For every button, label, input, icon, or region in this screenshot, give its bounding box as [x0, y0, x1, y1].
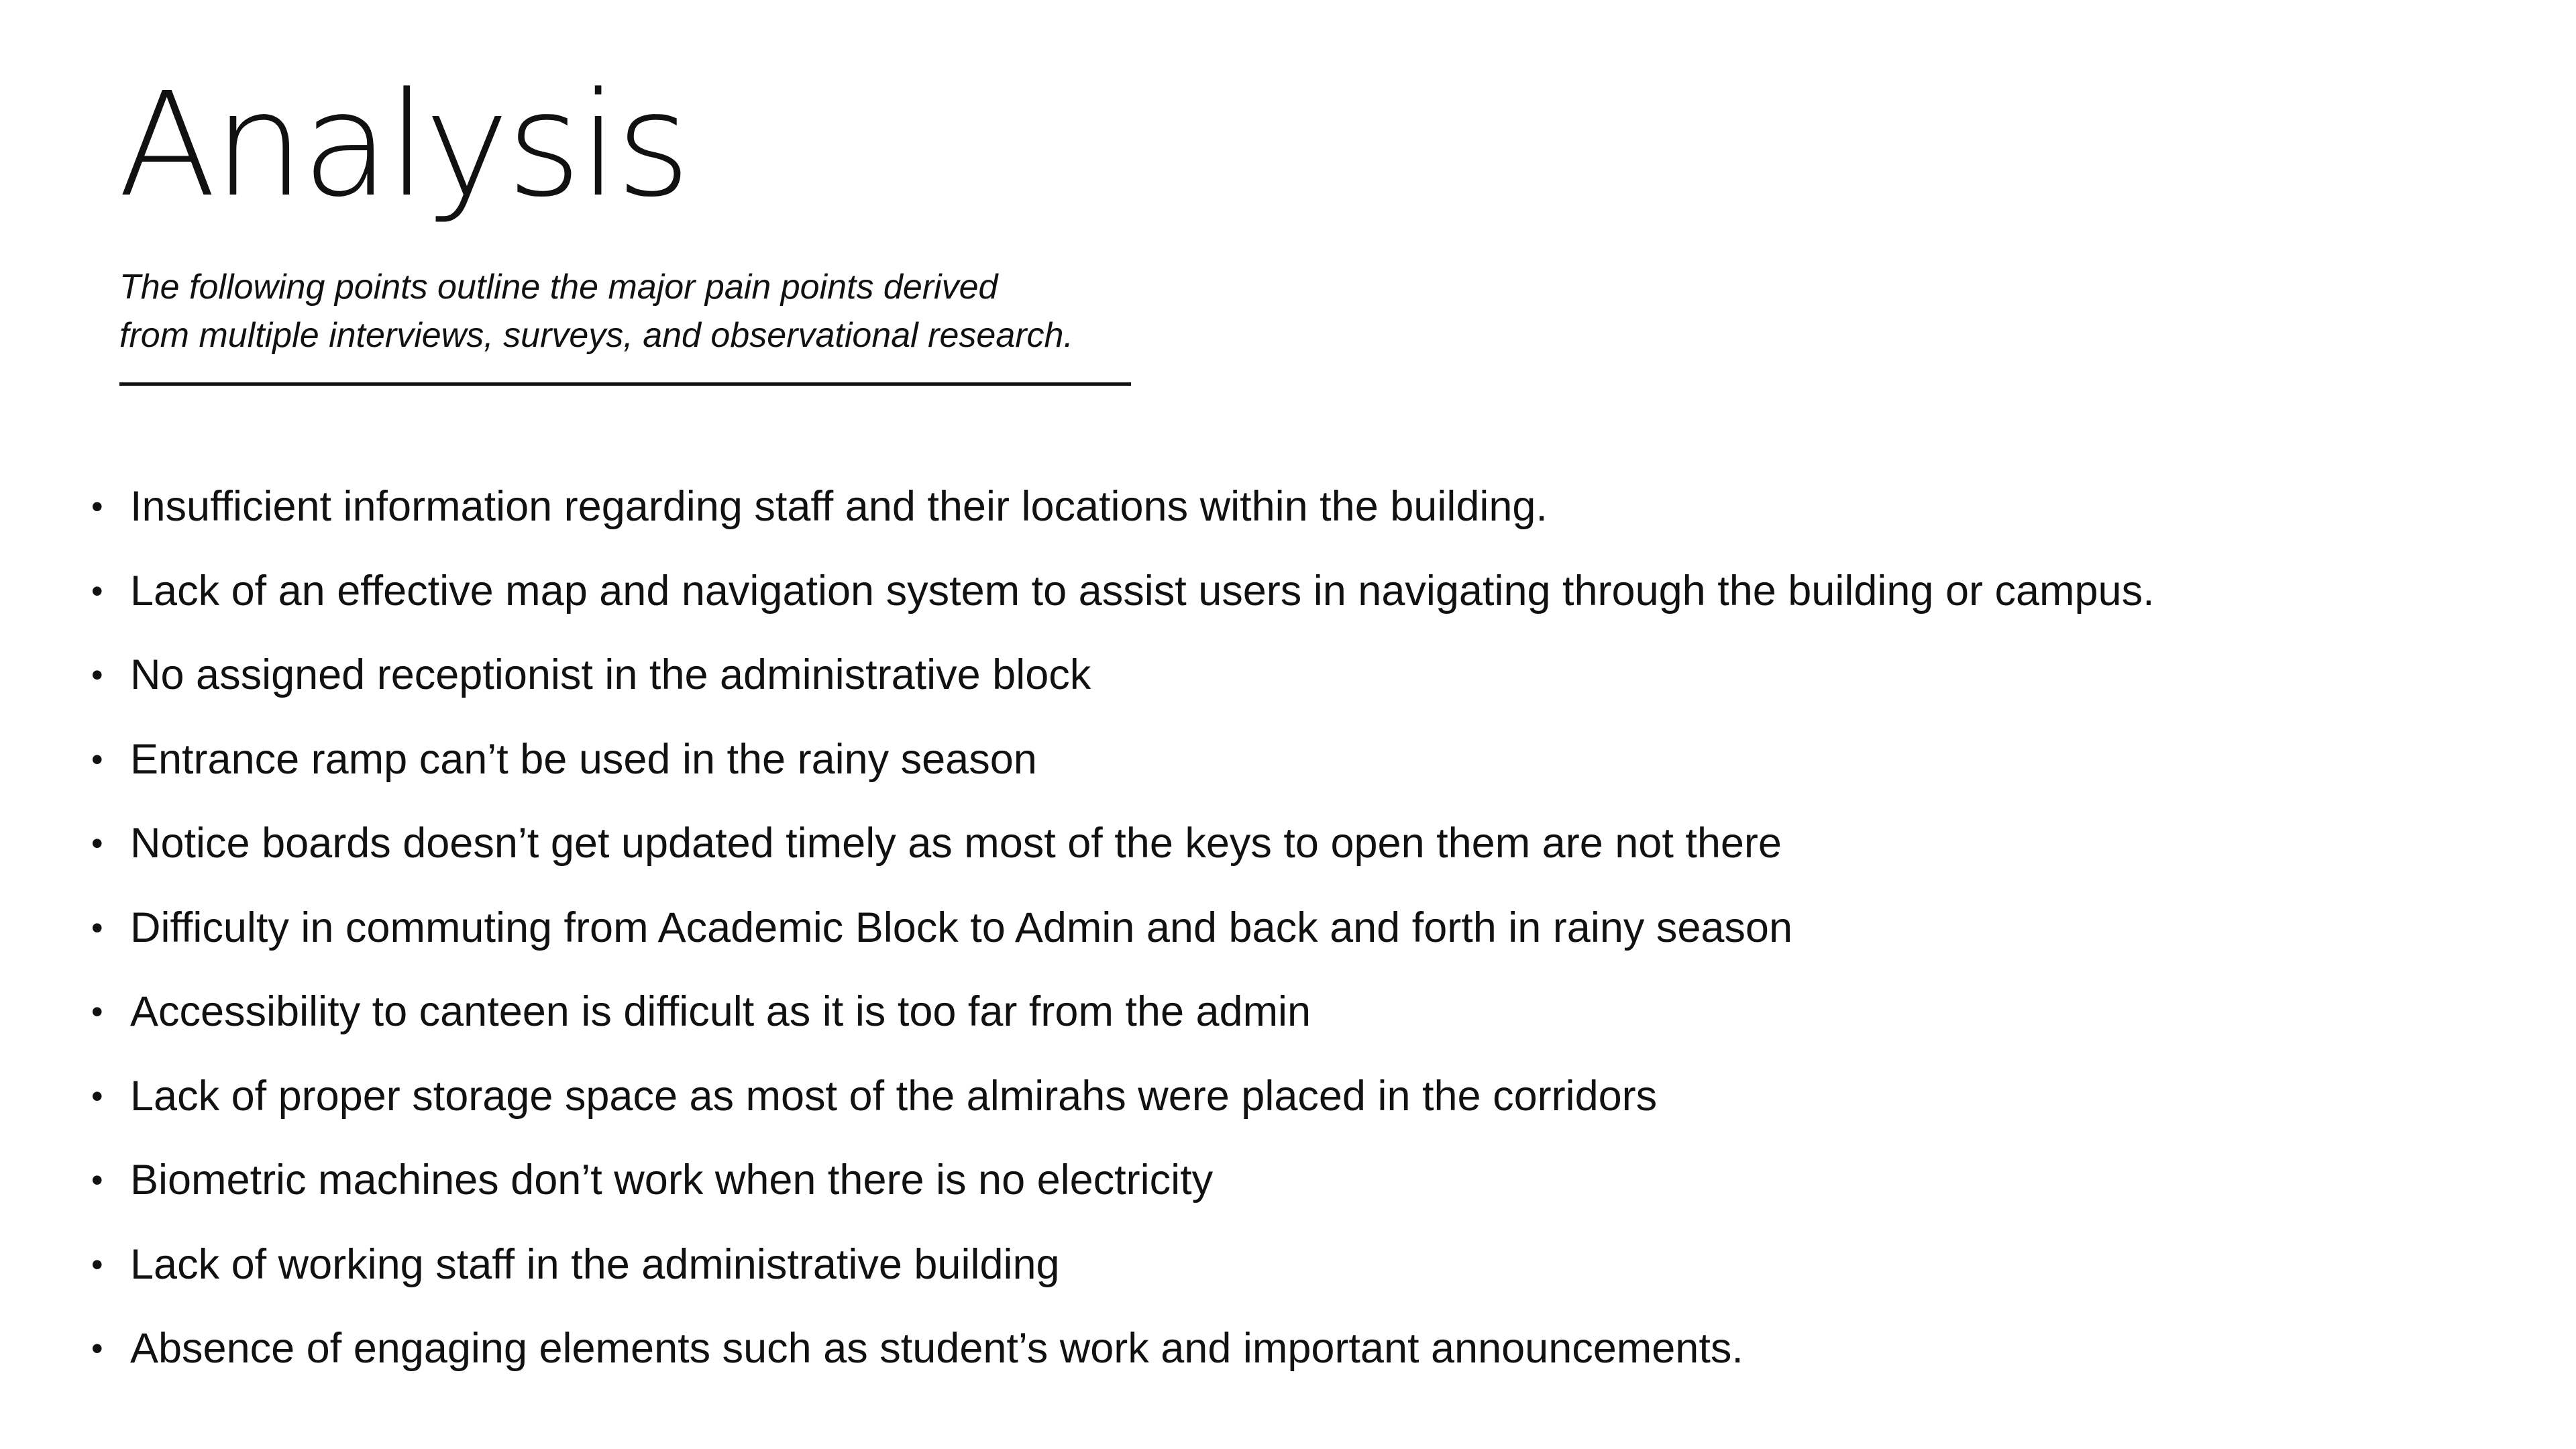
- list-item: [86, 641, 2155, 726]
- bullet-icon: •: [91, 993, 103, 1030]
- bullet-icon: •: [91, 1077, 103, 1115]
- bullet-icon: •: [91, 908, 103, 947]
- subtitle-line: The following points outline the major pain points derived: [119, 268, 998, 307]
- slide-subtitle: [119, 263, 1166, 360]
- bullet-icon: •: [91, 572, 103, 610]
- bullet-icon: •: [91, 824, 103, 862]
- list-item: [86, 1146, 2155, 1231]
- subtitle-line: from multiple interviews, surveys, and observational research.: [119, 316, 1073, 355]
- subtitle-divider: [119, 382, 1131, 386]
- list-item: [86, 473, 2155, 557]
- point-text: Lack of proper storage space as most of the almirahs were placed in the corridors: [130, 1072, 1658, 1120]
- bullet-icon: •: [91, 1330, 103, 1367]
- point-text: Lack of working staff in the administrative building: [130, 1240, 1060, 1288]
- point-text: Lack of an effective map and navigation system to assist users in navigating through the building or campus.: [130, 567, 2155, 614]
- point-text: No assigned receptionist in the administrative block: [130, 651, 1091, 698]
- bullet-icon: •: [91, 1245, 103, 1283]
- bullet-icon: •: [91, 488, 103, 525]
- point-text: Insufficient information regarding staff and their locations within the building.: [130, 483, 1548, 530]
- list-item: [86, 894, 2155, 979]
- point-text: Accessibility to canteen is difficult as it is too far from the admin: [130, 988, 1311, 1035]
- point-text: Entrance ramp can’t be used in the rainy season: [130, 735, 1037, 783]
- list-item: [86, 1063, 2155, 1147]
- list-item: [86, 557, 2155, 642]
- list-item: [86, 1231, 2155, 1316]
- point-text: Notice boards doesn’t get updated timely as most of the keys to open them are not there: [130, 820, 1782, 867]
- point-text: Absence of engaging elements such as student’s work and important announcements.: [130, 1325, 1743, 1372]
- slide-title: Analysis: [118, 62, 688, 229]
- bullet-icon: •: [91, 1161, 103, 1199]
- bullet-icon: •: [91, 740, 103, 778]
- pain-points-list: [86, 473, 2155, 1399]
- list-item: [86, 810, 2155, 894]
- list-item: [86, 1315, 2155, 1399]
- bullet-icon: •: [91, 656, 103, 694]
- point-text: Difficulty in commuting from Academic Block to Admin and back and forth in rainy season: [130, 904, 1793, 951]
- point-text: Biometric machines don’t work when there is no electricity: [130, 1157, 1214, 1203]
- list-item: [86, 726, 2155, 810]
- list-item: [86, 978, 2155, 1063]
